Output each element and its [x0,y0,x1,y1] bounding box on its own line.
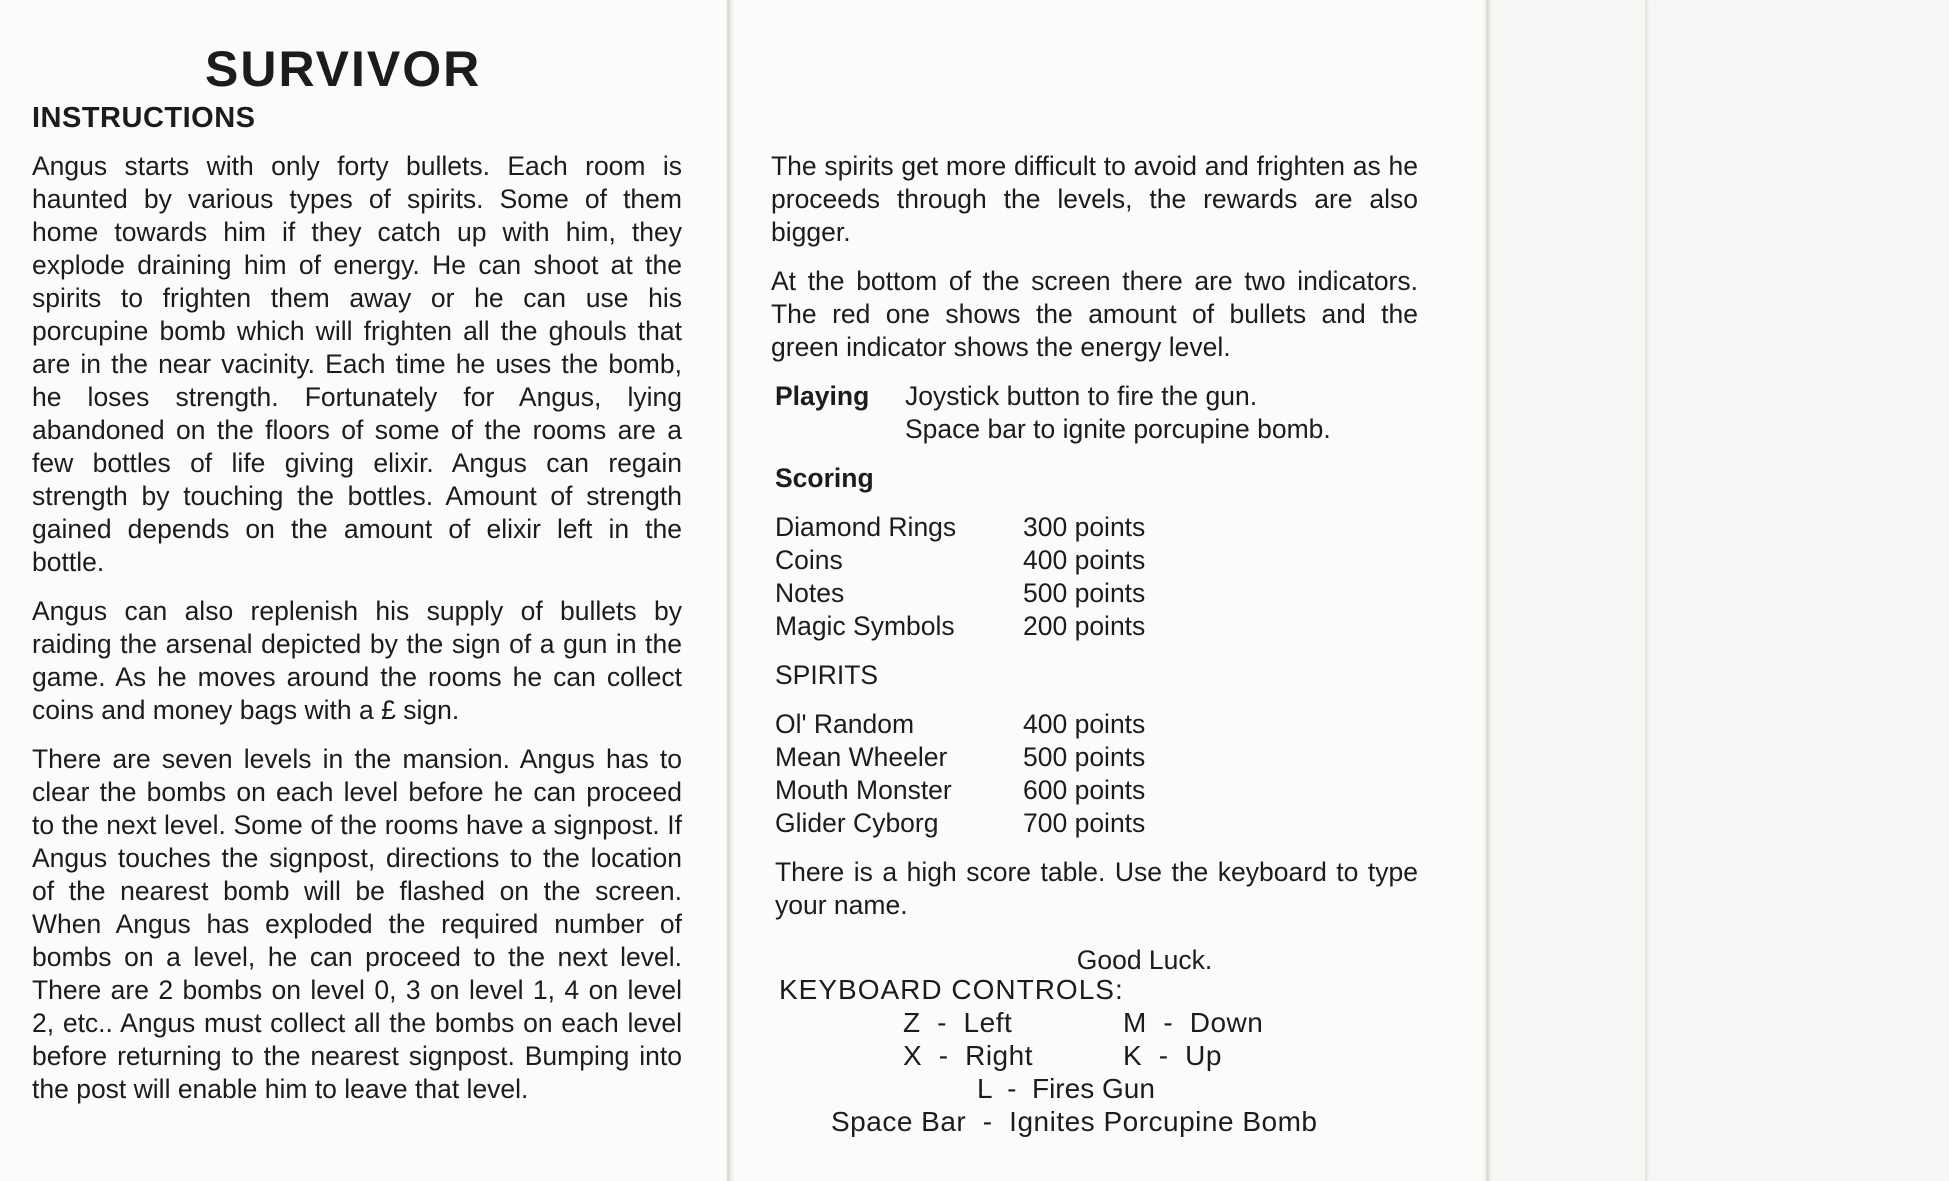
instructions-heading: INSTRUCTIONS [32,102,256,134]
item-points: 200 points [1023,611,1146,641]
key-down: M - Down [1123,1007,1264,1038]
left-column [32,150,682,1122]
keyboard-controls-heading: KEYBOARD CONTROLS: [779,974,1124,1005]
key-up: K - Up [1123,1040,1222,1071]
playing-label: Playing [775,381,870,411]
spirit-points: 700 points [1023,808,1146,838]
scoring-heading: Scoring [775,463,874,493]
scoring-table [775,511,1418,643]
paragraph: At the bottom of the screen there are two indicators. The red one shows the amount of bullets and the green indicator shows the energy level. [771,266,1418,362]
keyboard-row [771,1006,1418,1039]
keyboard-row [771,1039,1418,1072]
key-left: Z - Left [903,1007,1013,1038]
table-row [775,544,1418,577]
table-row [775,741,1418,774]
fold-crease [727,0,730,1181]
spirit-name: Mean Wheeler [775,742,948,772]
spirit-points: 400 points [1023,709,1146,739]
spirit-name: Mouth Monster [775,775,952,805]
spirit-name: Ol' Random [775,709,915,739]
item-name: Diamond Rings [775,512,957,542]
left-page [0,0,726,1181]
playing-line: Space bar to ignite porcupine bomb. [905,414,1331,444]
key-space: Space Bar - Ignites Porcupine Bomb [831,1106,1318,1137]
table-row [775,511,1418,544]
item-name: Coins [775,545,843,575]
item-name: Magic Symbols [775,611,955,641]
good-luck: Good Luck. [1076,945,1213,975]
fold-crease [1645,0,1647,1181]
table-row [775,807,1418,840]
middle-column [771,150,1418,1138]
spirit-points: 600 points [1023,775,1146,805]
paragraph: Angus can also replenish his supply of bullets by raiding the arsenal depicted by the sign of a gun in the game. As he moves around the rooms he can collect coins and money bags with a £ sign. [32,596,682,725]
right-page [1492,0,1949,1181]
item-points: 400 points [1023,545,1146,575]
table-row [775,708,1418,741]
high-score-text: There is a high score table. Use the keyboard to type your name. [775,857,1418,920]
table-row [775,610,1418,643]
playing-text [905,380,1331,446]
spirit-points: 500 points [1023,742,1146,772]
item-name: Notes [775,578,845,608]
spirits-table [775,708,1418,840]
spirit-name: Glider Cyborg [775,808,939,838]
paragraph: The spirits get more difficult to avoid and frighten as he proceeds through the levels, the rewards are also bigger. [771,151,1418,247]
key-fire: L - Fires Gun [977,1073,1155,1104]
table-row [775,774,1418,807]
paragraph: There are seven levels in the mansion. Angus has to clear the bombs on each level before he can proceed to the next level. Some of the rooms have a signpost. If Angus touches the signpost, directions to the location of the nearest bomb will be flashed on the screen. When Angus has exploded the required number of bombs on a level, he can proceed to the next level. There are 2 bombs on level 0, 3 on level 1, 4 on level 2, etc.. Angus must collect all the bombs on each level before returning to the nearest signpost. Bumping into the post will enable him to leave that level. [32,744,682,1104]
fold-crease [1486,0,1489,1181]
playing-line: Joystick button to fire the gun. [905,381,1258,411]
page-title: SURVIVOR [205,41,482,97]
item-points: 500 points [1023,578,1146,608]
table-row [775,577,1418,610]
key-right: X - Right [903,1040,1033,1071]
spirits-heading: SPIRITS [775,660,879,690]
playing-section [771,380,1418,446]
paragraph: Angus starts with only forty bullets. Each room is haunted by various types of spirits. Some of them home towards him if they catch up with him, they explode draining him of energy. He can shoot at the spirits to frighten them away or he can use his porcupine bomb which will frighten all the ghouls that are in the near vacinity. Each time he uses the bomb, he loses strength. Fortunately for Angus, lying abandoned on the floors of some of the rooms are a few bottles of life giving elixir. Angus can regain strength by touching the bottles. Amount of strength gained depends on the amount of elixir left in the bottle. [32,151,682,577]
item-points: 300 points [1023,512,1146,542]
